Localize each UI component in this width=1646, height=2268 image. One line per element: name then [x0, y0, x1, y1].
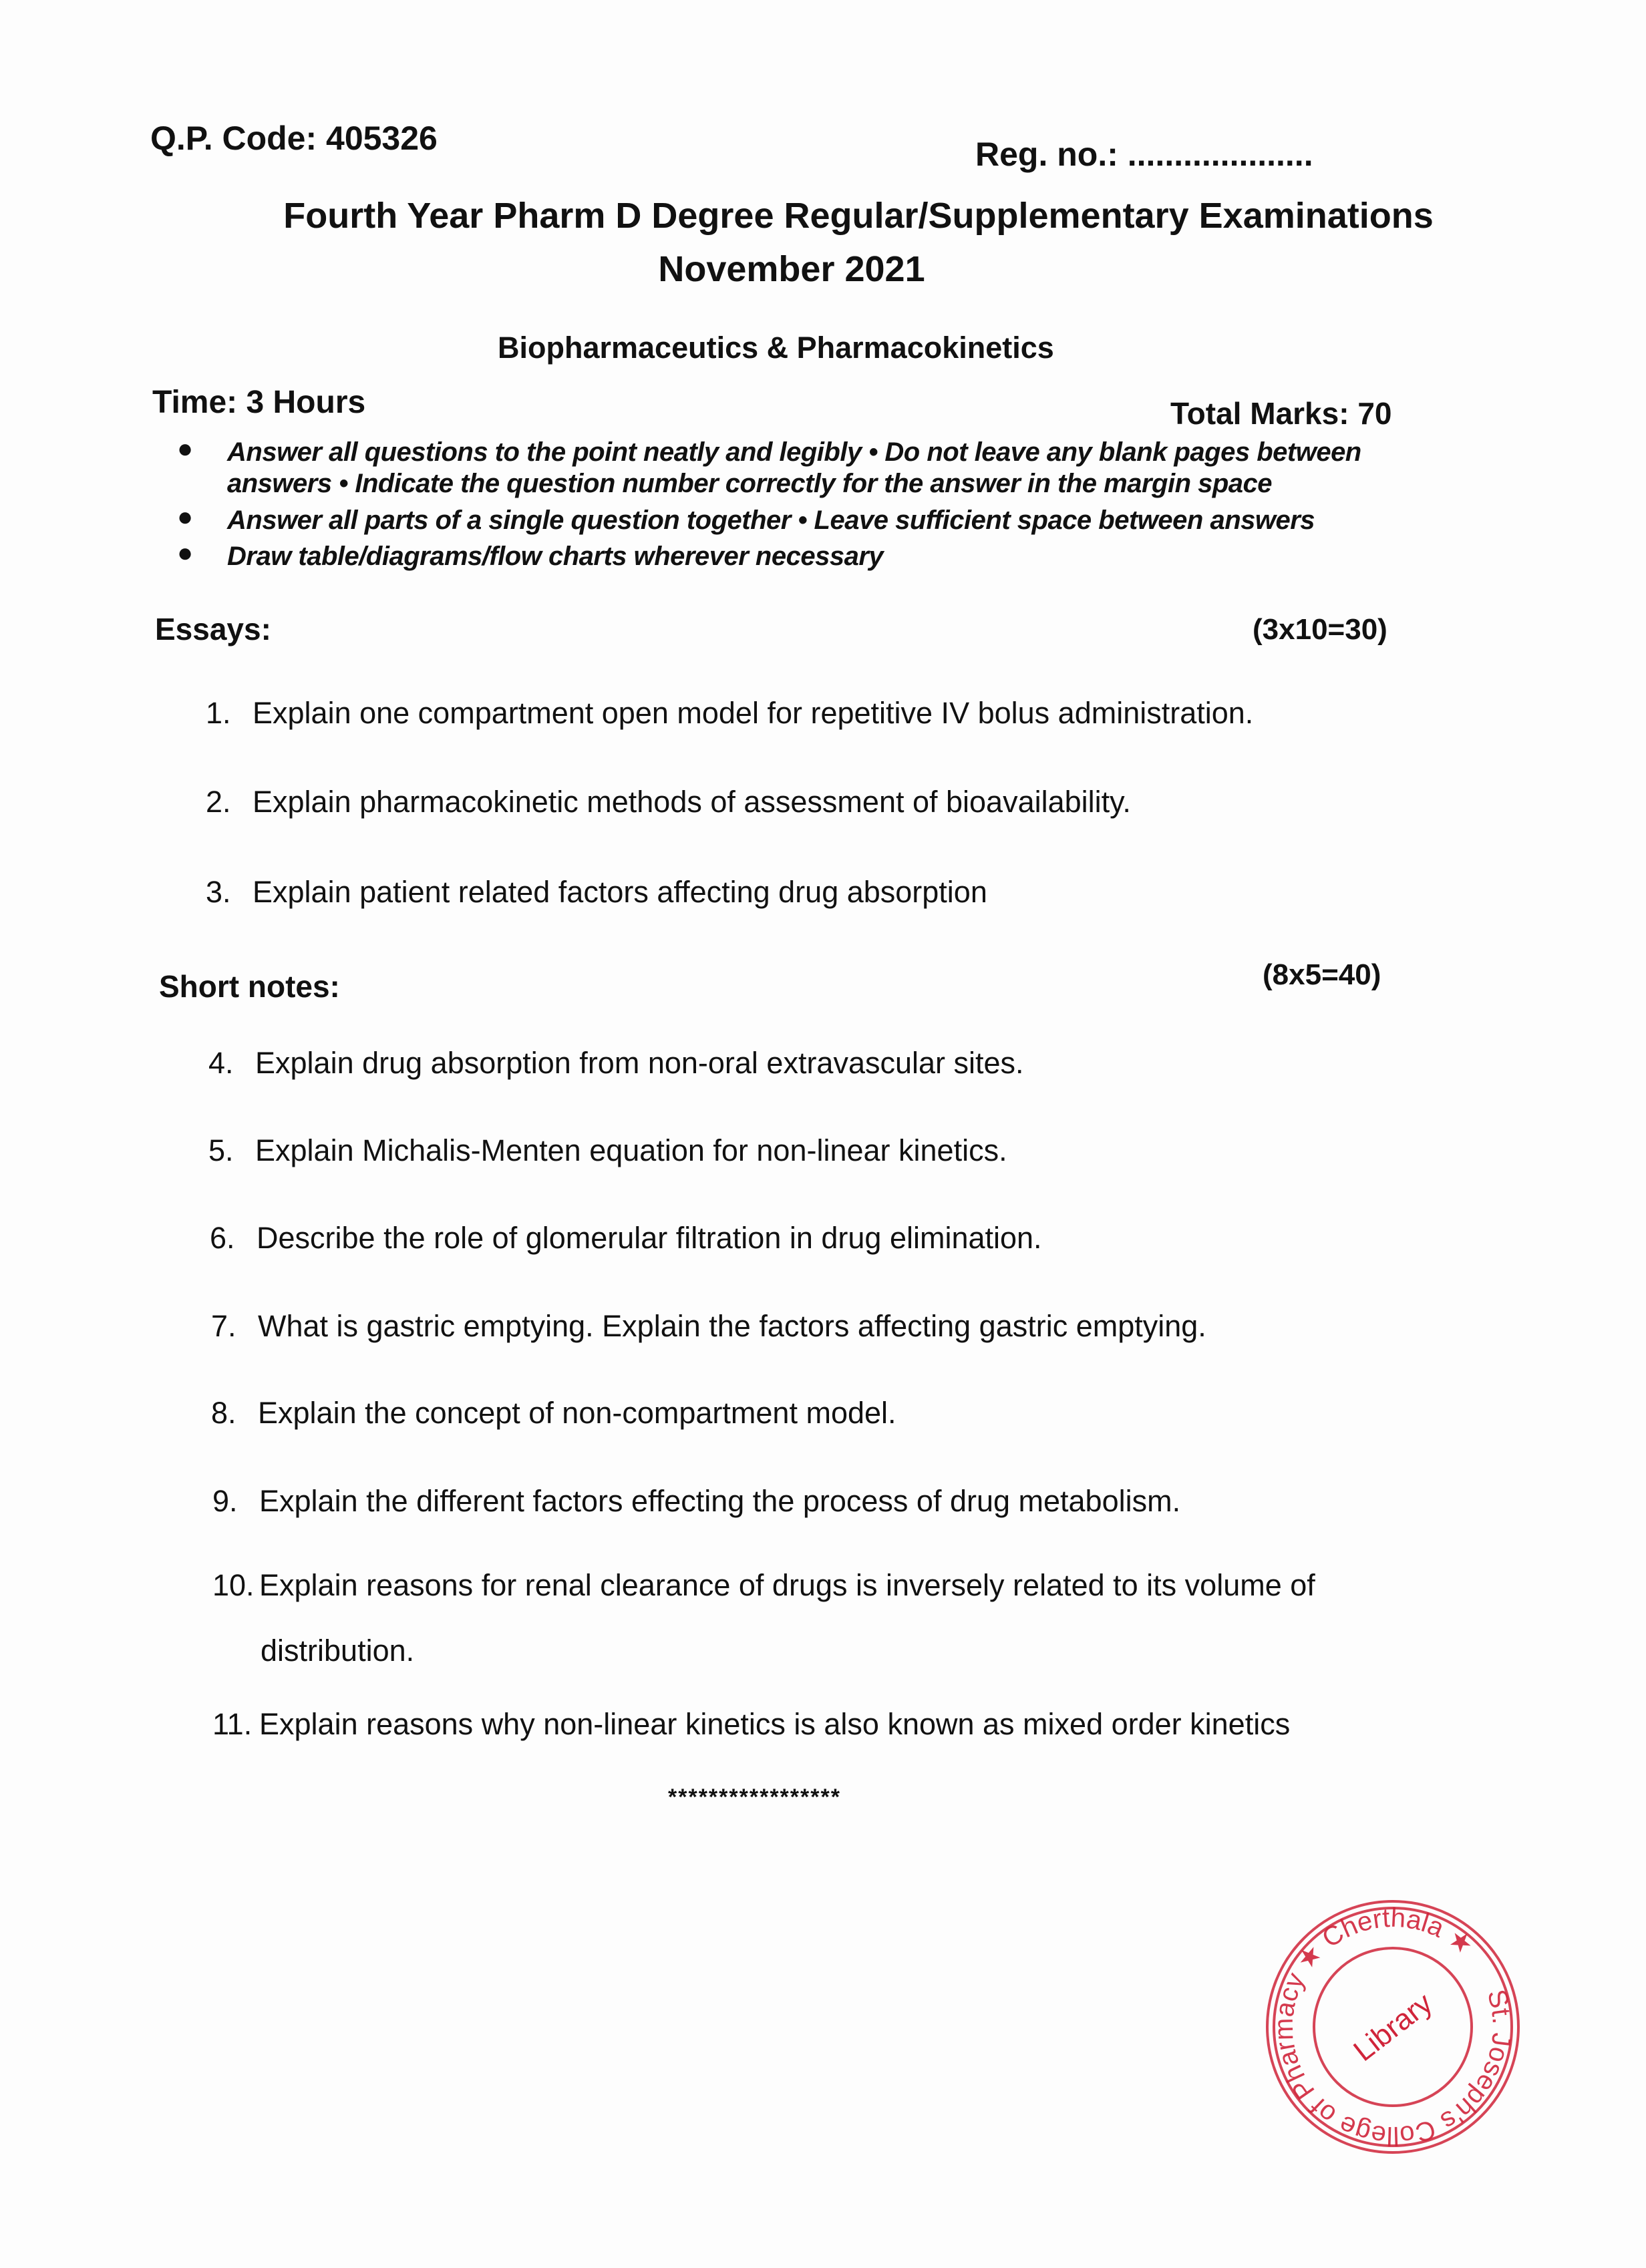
stamp-inner-text: Library: [1347, 1986, 1439, 2068]
question-item: 6. Describe the role of glomerular filtration in drug elimination.: [210, 1221, 1042, 1255]
essays-heading: Essays:: [155, 612, 271, 646]
bullet-icon: ●: [177, 502, 194, 532]
qp-code: Q.P. Code: 405326: [150, 120, 438, 157]
question-item: 2. Explain pharmacokinetic methods of assessment of bioavailability.: [206, 785, 1131, 819]
instruction: Answer all parts of a single question together • Leave sufficient space between answers: [227, 506, 1315, 535]
question-continuation: distribution.: [261, 1634, 415, 1668]
end-marker: *****************: [668, 1784, 841, 1810]
instruction: Draw table/diagrams/flow charts wherever necessary: [227, 542, 884, 571]
bullet-icon: ●: [177, 434, 194, 463]
question-item: 9. Explain the different factors effecting the process of drug metabolism.: [212, 1484, 1181, 1518]
total-marks: Total Marks: 70: [1170, 396, 1392, 431]
short-notes-heading: Short notes:: [159, 969, 340, 1004]
question-item: 10. Explain reasons for renal clearance of drugs is inversely related to its volume of: [212, 1568, 1315, 1602]
question-item: 7. What is gastric emptying. Explain the factors affecting gastric emptying.: [211, 1309, 1206, 1343]
instruction: answers • Indicate the question number correctly for the answer in the margin space: [227, 469, 1273, 498]
library-stamp: [1263, 1897, 1523, 2157]
question-item: 3. Explain patient related factors affecting drug absorption: [206, 875, 987, 909]
reg-no: Reg. no.: ....................: [975, 136, 1313, 173]
time-label: Time: 3 Hours: [152, 385, 366, 420]
question-item: 1. Explain one compartment open model for repetitive IV bolus administration.: [206, 696, 1254, 730]
question-item: 4. Explain drug absorption from non-oral extravascular sites.: [208, 1046, 1024, 1080]
exam-title: Fourth Year Pharm D Degree Regular/Supplementary Examinations: [283, 196, 1434, 236]
stamp-outer-text: St. Joseph's College of Pharmacy ★ Cherthala ★: [1269, 1903, 1517, 2151]
short-notes-marks: (8x5=40): [1263, 958, 1381, 991]
instruction: Answer all questions to the point neatly and legibly • Do not leave any blank pages between: [227, 437, 1361, 467]
question-item: 5. Explain Michalis-Menten equation for non-linear kinetics.: [208, 1133, 1007, 1167]
question-item: 8. Explain the concept of non-compartment model.: [211, 1396, 896, 1430]
bullet-icon: ●: [177, 538, 194, 568]
question-item: 11. Explain reasons why non-linear kinetics is also known as mixed order kinetics: [212, 1707, 1291, 1741]
exam-date: November 2021: [658, 249, 925, 289]
subject-title: Biopharmaceutics & Pharmacokinetics: [498, 331, 1054, 365]
essays-marks: (3x10=30): [1253, 613, 1387, 646]
